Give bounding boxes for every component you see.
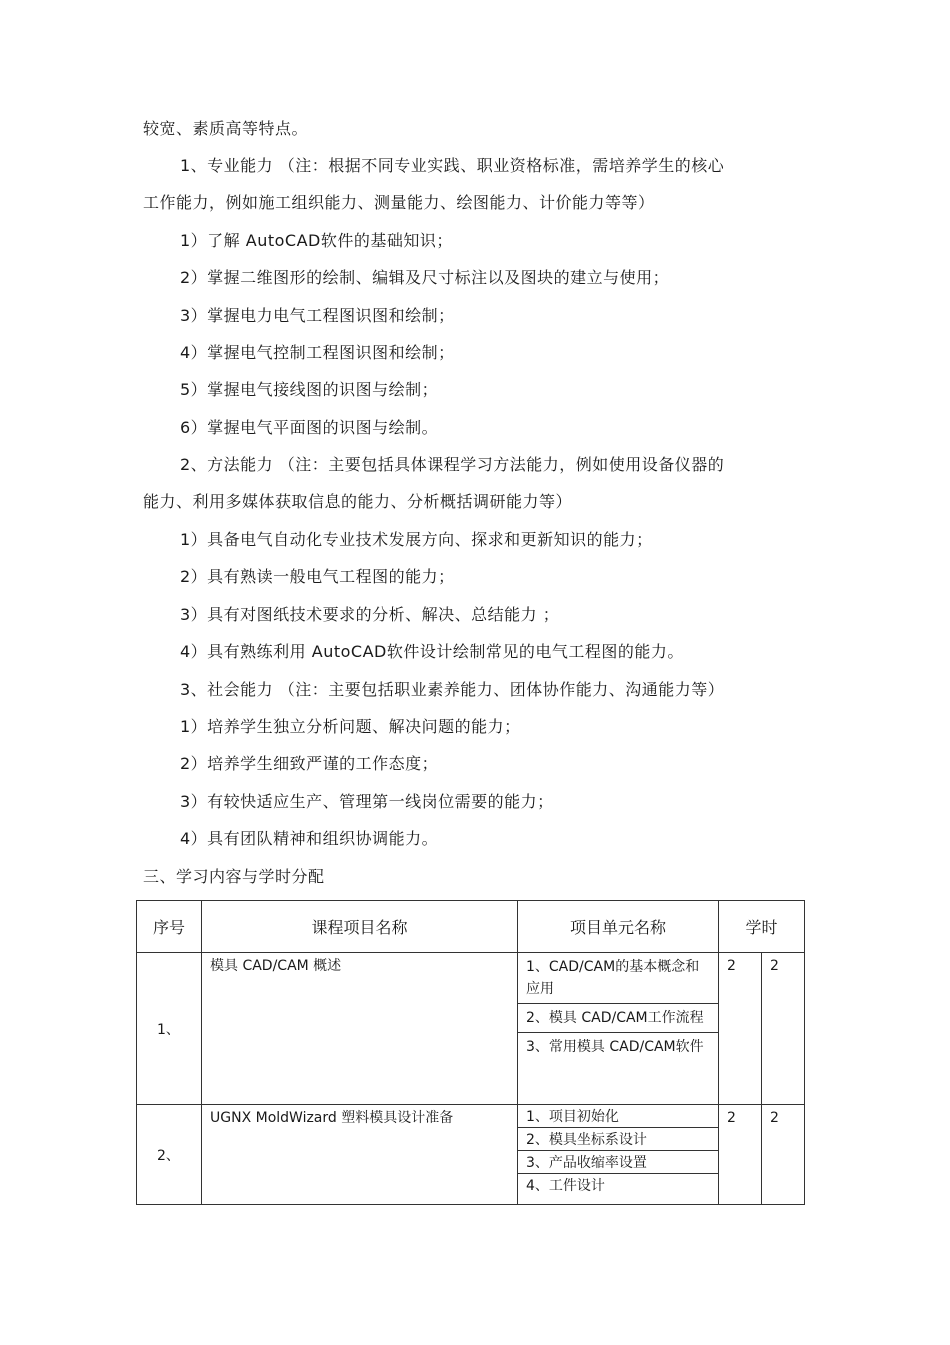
schedule-table bbox=[136, 900, 805, 1205]
paragraph: 较宽、素质高等特点。 bbox=[143, 119, 309, 138]
unit-item: 3、产品收缩率设置 bbox=[518, 1151, 718, 1174]
paragraph-heading: 1、专业能力 （注：根据不同专业实践、职业资格标准，需培养学生的核心 bbox=[180, 156, 725, 175]
hours-cell bbox=[719, 1105, 762, 1205]
unit-list bbox=[518, 1105, 719, 1205]
paragraph: 工作能力，例如施工组织能力、测量能力、绘图能力、计价能力等等） bbox=[143, 193, 655, 212]
list-item: 6）掌握电气平面图的识图与绘制。 bbox=[180, 418, 439, 437]
list-item: 1）了解 AutoCAD软件的基础知识； bbox=[180, 231, 453, 250]
list-item: 3）具有对图纸技术要求的分析、解决、总结能力 ； bbox=[180, 605, 560, 624]
row-number: 1、 bbox=[137, 953, 202, 1105]
unit-item: 2、模具坐标系设计 bbox=[518, 1128, 718, 1151]
table-row bbox=[137, 953, 805, 1105]
unit-item: 1、项目初始化 bbox=[518, 1105, 718, 1128]
project-name-cell bbox=[202, 953, 518, 1105]
hours-value: 2 bbox=[727, 958, 736, 974]
list-item: 2）掌握二维图形的绘制、编辑及尺寸标注以及图块的建立与使用； bbox=[180, 268, 670, 287]
table-header-row bbox=[137, 901, 805, 953]
list-item: 3）有较快适应生产、管理第一线岗位需要的能力； bbox=[180, 792, 554, 811]
project-name: 模具 CAD/CAM 概述 bbox=[210, 958, 342, 974]
unit-list bbox=[518, 953, 719, 1105]
list-item: 1）具备电气自动化专业技术发展方向、探求和更新知识的能力； bbox=[180, 530, 653, 549]
header-project: 课程项目名称 bbox=[202, 901, 518, 953]
table-row bbox=[137, 1105, 805, 1205]
unit-item: 1、CAD/CAM的基本概念和应用 bbox=[518, 953, 718, 1004]
hours-value: 2 bbox=[770, 1110, 779, 1126]
list-item: 4）掌握电气控制工程图识图和绘制； bbox=[180, 343, 455, 362]
unit-item: 3、常用模具 CAD/CAM软件 bbox=[526, 1039, 704, 1055]
header-unit: 项目单元名称 bbox=[518, 901, 719, 953]
paragraph: 能力、利用多媒体获取信息的能力、分析概括调研能力等） bbox=[143, 492, 573, 511]
project-name: UGNX MoldWizard 塑料模具设计准备 bbox=[210, 1110, 454, 1126]
header-number: 序号 bbox=[137, 901, 202, 953]
unit-item: 4、工件设计 bbox=[526, 1178, 605, 1194]
list-item: 3）掌握电力电气工程图识图和绘制； bbox=[180, 306, 455, 325]
hours-cell bbox=[762, 953, 805, 1105]
list-item: 1）培养学生独立分析问题、解决问题的能力； bbox=[180, 717, 521, 736]
row-number: 2、 bbox=[137, 1105, 202, 1205]
list-item: 4）具有熟练利用 AutoCAD软件设计绘制常见的电气工程图的能力。 bbox=[180, 642, 684, 661]
hours-cell bbox=[719, 953, 762, 1105]
hours-cell bbox=[762, 1105, 805, 1205]
section-title: 三、学习内容与学时分配 bbox=[143, 867, 325, 886]
paragraph-heading: 2、方法能力 （注：主要包括具体课程学习方法能力，例如使用设备仪器的 bbox=[180, 455, 725, 474]
header-hours: 学时 bbox=[719, 901, 805, 953]
list-item: 5）掌握电气接线图的识图与绘制； bbox=[180, 380, 439, 399]
project-name-cell bbox=[202, 1105, 518, 1205]
unit-item: 2、模具 CAD/CAM工作流程 bbox=[518, 1004, 718, 1033]
list-item: 4）具有团队精神和组织协调能力。 bbox=[180, 829, 439, 848]
list-item: 2）培养学生细致严谨的工作态度； bbox=[180, 754, 439, 773]
hours-value: 2 bbox=[727, 1110, 736, 1126]
hours-value: 2 bbox=[770, 958, 779, 974]
paragraph-heading: 3、社会能力 （注：主要包括职业素养能力、团体协作能力、沟通能力等） bbox=[180, 680, 725, 699]
list-item: 2）具有熟读一般电气工程图的能力； bbox=[180, 567, 455, 586]
